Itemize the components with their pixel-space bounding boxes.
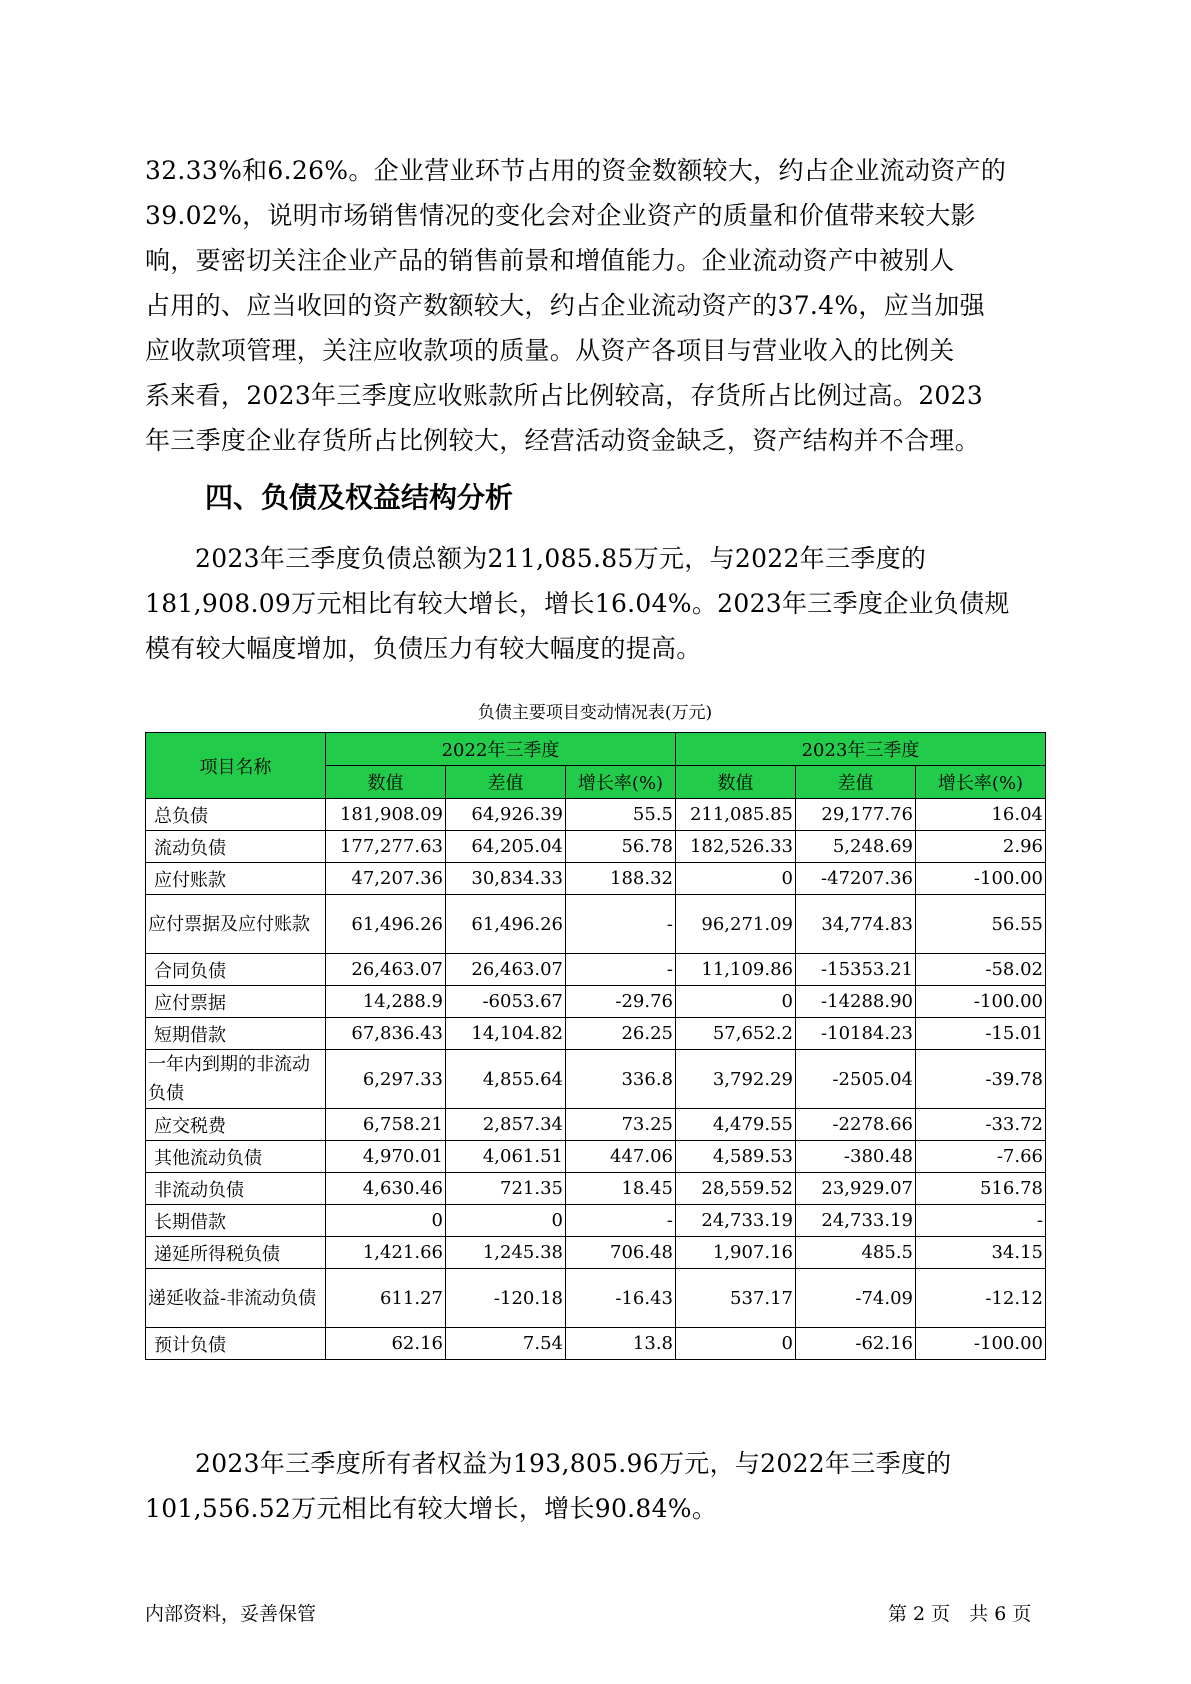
- table-caption: 负债主要项目变动情况表(万元): [477, 703, 713, 723]
- row-label: 其他流动负债: [146, 1141, 326, 1173]
- table-cell: 11,109.86: [676, 954, 796, 986]
- table-cell: -15.01: [916, 1018, 1046, 1050]
- table-cell: 4,061.51: [446, 1141, 566, 1173]
- table-cell: 516.78: [916, 1173, 1046, 1205]
- table-cell: 706.48: [566, 1237, 676, 1269]
- header-growth-rate: 增长率(%): [916, 766, 1046, 799]
- table-cell: 0: [676, 986, 796, 1018]
- table-row: [146, 1269, 1046, 1328]
- table-cell: -100.00: [916, 1328, 1046, 1360]
- footer-confidential-note: 内部资料，妥善保管: [145, 1603, 317, 1625]
- table-cell: 721.35: [446, 1173, 566, 1205]
- table-cell: -14288.90: [796, 986, 916, 1018]
- table-cell: 64,926.39: [446, 799, 566, 831]
- row-label: 应付票据及应付账款: [146, 895, 326, 954]
- table-cell: 7.54: [446, 1328, 566, 1360]
- table-cell: 0: [326, 1205, 446, 1237]
- text-line: 应收款项管理，关注应收款项的质量。从资产各项目与营业收入的比例关: [145, 336, 955, 365]
- table-cell: -62.16: [796, 1328, 916, 1360]
- table-cell: 18.45: [566, 1173, 676, 1205]
- table-cell: 188.32: [566, 863, 676, 895]
- text-line: 模有较大幅度增加，负债压力有较大幅度的提高。: [145, 634, 702, 663]
- header-item-name: 项目名称: [146, 733, 326, 799]
- text-line: 39.02%，说明市场销售情况的变化会对企业资产的质量和价值带来较大影: [145, 201, 976, 230]
- table-cell: 2.96: [916, 831, 1046, 863]
- table-cell: 0: [446, 1205, 566, 1237]
- table-cell: -: [916, 1205, 1046, 1237]
- table-cell: 336.8: [566, 1050, 676, 1109]
- table-cell: -: [566, 954, 676, 986]
- table-cell: 55.5: [566, 799, 676, 831]
- table-cell: 485.5: [796, 1237, 916, 1269]
- row-label: 总负债: [146, 799, 326, 831]
- table-cell: 0: [676, 863, 796, 895]
- row-label: 应付票据: [146, 986, 326, 1018]
- table-cell: 61,496.26: [326, 895, 446, 954]
- row-label: 递延所得税负债: [146, 1237, 326, 1269]
- table-cell: 24,733.19: [796, 1205, 916, 1237]
- text-line: 101,556.52万元相比有较大增长，增长90.84%。: [145, 1494, 718, 1523]
- table-row: [146, 1205, 1046, 1237]
- table-cell: -47207.36: [796, 863, 916, 895]
- table-cell: 64,205.04: [446, 831, 566, 863]
- section-heading: 四、负债及权益结构分析: [205, 481, 514, 514]
- table-body: [146, 799, 1046, 1360]
- table-row: [146, 1018, 1046, 1050]
- table-cell: -: [566, 1205, 676, 1237]
- footer-page-number: 第 2 页 共 6 页: [888, 1603, 1032, 1625]
- table-row: [146, 1109, 1046, 1141]
- table-cell: -33.72: [916, 1109, 1046, 1141]
- table-cell: 4,479.55: [676, 1109, 796, 1141]
- table-cell: 4,589.53: [676, 1141, 796, 1173]
- table-cell: 26,463.07: [326, 954, 446, 986]
- table-cell: 181,908.09: [326, 799, 446, 831]
- table-cell: 57,652.2: [676, 1018, 796, 1050]
- table-cell: 1,421.66: [326, 1237, 446, 1269]
- header-period-2023: 2023年三季度: [676, 733, 1046, 766]
- table-cell: -39.78: [916, 1050, 1046, 1109]
- paragraph-asset-structure: [145, 148, 1045, 463]
- table-cell: 13.8: [566, 1328, 676, 1360]
- table-cell: -120.18: [446, 1269, 566, 1328]
- table-cell: 0: [676, 1328, 796, 1360]
- table-cell: 96,271.09: [676, 895, 796, 954]
- text-line: 响，要密切关注企业产品的销售前景和增值能力。企业流动资产中被别人: [145, 246, 955, 275]
- table-cell: -15353.21: [796, 954, 916, 986]
- table-cell: 26.25: [566, 1018, 676, 1050]
- text-line: 181,908.09万元相比有较大增长，增长16.04%。2023年三季度企业负债规: [145, 589, 1010, 618]
- table-row: [146, 1173, 1046, 1205]
- table-cell: 4,630.46: [326, 1173, 446, 1205]
- header-difference: 差值: [796, 766, 916, 799]
- paragraph-liabilities: [145, 536, 1045, 671]
- table-cell: -12.12: [916, 1269, 1046, 1328]
- row-label: 递延收益-非流动负债: [146, 1269, 326, 1328]
- table-row: [146, 954, 1046, 986]
- table-cell: 29,177.76: [796, 799, 916, 831]
- row-label: 非流动负债: [146, 1173, 326, 1205]
- table-cell: 211,085.85: [676, 799, 796, 831]
- table-cell: 1,245.38: [446, 1237, 566, 1269]
- table-cell: 2,857.34: [446, 1109, 566, 1141]
- table-cell: 5,248.69: [796, 831, 916, 863]
- table-cell: 34,774.83: [796, 895, 916, 954]
- table-cell: -2278.66: [796, 1109, 916, 1141]
- table-cell: -: [566, 895, 676, 954]
- table-cell: 23,929.07: [796, 1173, 916, 1205]
- table-cell: 34.15: [916, 1237, 1046, 1269]
- table-cell: 28,559.52: [676, 1173, 796, 1205]
- table-cell: 447.06: [566, 1141, 676, 1173]
- row-label: 短期借款: [146, 1018, 326, 1050]
- table-cell: -380.48: [796, 1141, 916, 1173]
- table-cell: -10184.23: [796, 1018, 916, 1050]
- table-cell: 4,970.01: [326, 1141, 446, 1173]
- table-cell: -58.02: [916, 954, 1046, 986]
- text-line: 系来看，2023年三季度应收账款所占比例较高，存货所占比例过高。2023: [145, 381, 984, 410]
- table-row: [146, 1050, 1046, 1109]
- row-label: 应交税费: [146, 1109, 326, 1141]
- row-label: 一年内到期的非流动负债: [146, 1050, 326, 1109]
- header-growth-rate: 增长率(%): [566, 766, 676, 799]
- table-row: [146, 863, 1046, 895]
- table-cell: 1,907.16: [676, 1237, 796, 1269]
- table-cell: 4,855.64: [446, 1050, 566, 1109]
- table-cell: -29.76: [566, 986, 676, 1018]
- table-cell: 62.16: [326, 1328, 446, 1360]
- table-cell: -100.00: [916, 986, 1046, 1018]
- table-cell: 14,288.9: [326, 986, 446, 1018]
- table-cell: 16.04: [916, 799, 1046, 831]
- text-line: 占用的、应当收回的资产数额较大，约占企业流动资产的37.4%，应当加强: [145, 291, 985, 320]
- text-line: 32.33%和6.26%。企业营业环节占用的资金数额较大，约占企业流动资产的: [145, 156, 1007, 185]
- row-label: 预计负债: [146, 1328, 326, 1360]
- table-cell: -2505.04: [796, 1050, 916, 1109]
- table-row: [146, 986, 1046, 1018]
- row-label: 流动负债: [146, 831, 326, 863]
- row-label: 应付账款: [146, 863, 326, 895]
- table-row: [146, 1237, 1046, 1269]
- table-cell: 537.17: [676, 1269, 796, 1328]
- table-cell: 47,207.36: [326, 863, 446, 895]
- text-line: 2023年三季度负债总额为211,085.85万元，与2022年三季度的: [195, 544, 927, 573]
- header-period-2022: 2022年三季度: [326, 733, 676, 766]
- table-cell: 61,496.26: [446, 895, 566, 954]
- table-row: [146, 895, 1046, 954]
- table-cell: 14,104.82: [446, 1018, 566, 1050]
- liabilities-table: [145, 732, 1046, 1360]
- table-row: [146, 831, 1046, 863]
- header-difference: 差值: [446, 766, 566, 799]
- table-row: [146, 1141, 1046, 1173]
- table-cell: 26,463.07: [446, 954, 566, 986]
- table-cell: 67,836.43: [326, 1018, 446, 1050]
- table-cell: 3,792.29: [676, 1050, 796, 1109]
- text-line: 年三季度企业存货所占比例较大，经营活动资金缺乏，资产结构并不合理。: [145, 426, 980, 455]
- table-cell: 611.27: [326, 1269, 446, 1328]
- header-value: 数值: [676, 766, 796, 799]
- table-cell: 6,297.33: [326, 1050, 446, 1109]
- table-cell: -6053.67: [446, 986, 566, 1018]
- paragraph-equity: [145, 1441, 1045, 1531]
- row-label: 合同负债: [146, 954, 326, 986]
- table-cell: 56.55: [916, 895, 1046, 954]
- table-row: [146, 799, 1046, 831]
- table-cell: 56.78: [566, 831, 676, 863]
- row-label: 长期借款: [146, 1205, 326, 1237]
- table-cell: 182,526.33: [676, 831, 796, 863]
- text-line: 2023年三季度所有者权益为193,805.96万元，与2022年三季度的: [195, 1449, 952, 1478]
- table-cell: -7.66: [916, 1141, 1046, 1173]
- table-cell: -16.43: [566, 1269, 676, 1328]
- table-cell: 6,758.21: [326, 1109, 446, 1141]
- table-cell: -74.09: [796, 1269, 916, 1328]
- table-cell: 177,277.63: [326, 831, 446, 863]
- table-row: [146, 1328, 1046, 1360]
- table-cell: 30,834.33: [446, 863, 566, 895]
- table-cell: 24,733.19: [676, 1205, 796, 1237]
- header-value: 数值: [326, 766, 446, 799]
- table-cell: -100.00: [916, 863, 1046, 895]
- table-cell: 73.25: [566, 1109, 676, 1141]
